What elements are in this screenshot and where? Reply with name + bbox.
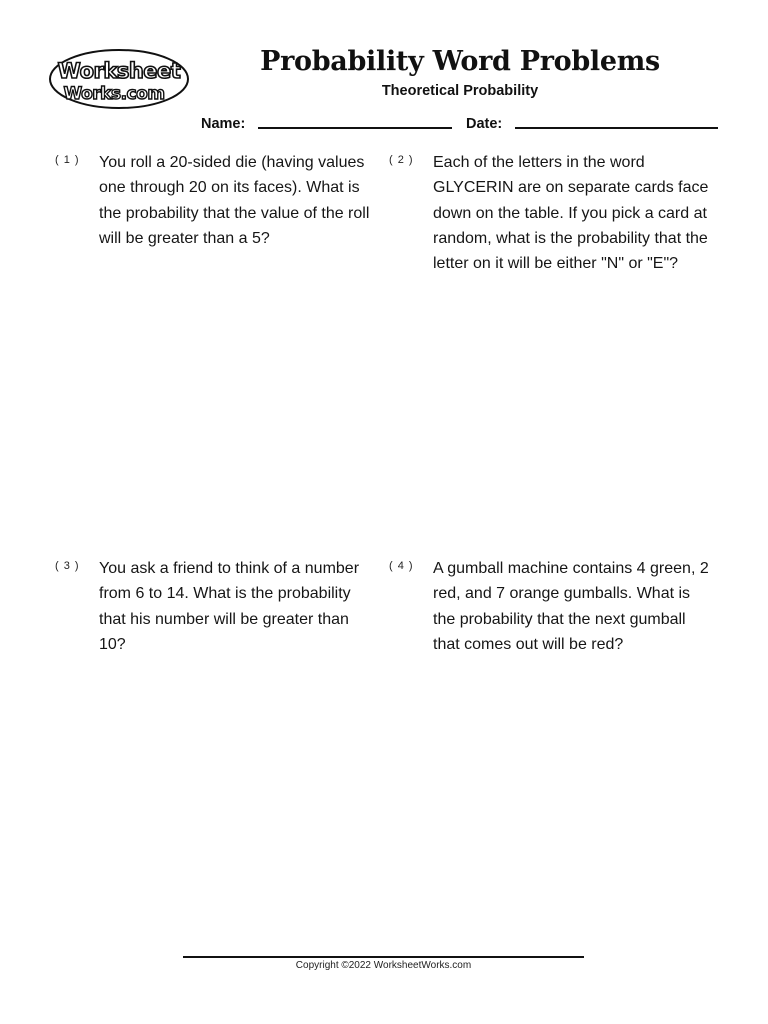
problem-number: ( 2 ) xyxy=(389,154,414,166)
problem-number: ( 1 ) xyxy=(55,154,80,166)
logo-text-worksheet: Worksheet xyxy=(57,59,181,83)
name-label: Name: xyxy=(201,116,246,132)
problem-number: ( 4 ) xyxy=(389,560,414,572)
page-subtitle: Theoretical Probability xyxy=(381,83,539,99)
worksheetworks-logo xyxy=(48,48,190,110)
copyright-text: Copyright ©2022 WorksheetWorks.com xyxy=(295,960,472,971)
date-label: Date: xyxy=(466,116,503,132)
problem-number: ( 3 ) xyxy=(55,560,80,572)
footer-divider xyxy=(183,956,584,958)
logo-text-works: Works.com xyxy=(63,84,165,104)
name-field[interactable] xyxy=(258,127,452,129)
page-title: Probability Word Problems xyxy=(260,46,660,77)
problem-text: You ask a friend to think of a number from 6 to 14. What is the probability that his number will be greater than 10? xyxy=(99,560,360,653)
problem-text: Each of the letters in the word GLYCERIN are on separate cards face down on the table. If you pick a card at random, what is the probability that the letter on it will be either "N" or "E"? xyxy=(433,154,709,273)
date-field[interactable] xyxy=(515,127,718,129)
problem-text: A gumball machine contains 4 green, 2 red, and 7 orange gumballs. What is the probability that the next gumball that comes out will be red? xyxy=(433,560,709,653)
problem-text: You roll a 20-sided die (having values one through 20 on its faces). What is the probability that the value of the roll will be greater than a 5? xyxy=(99,154,370,247)
